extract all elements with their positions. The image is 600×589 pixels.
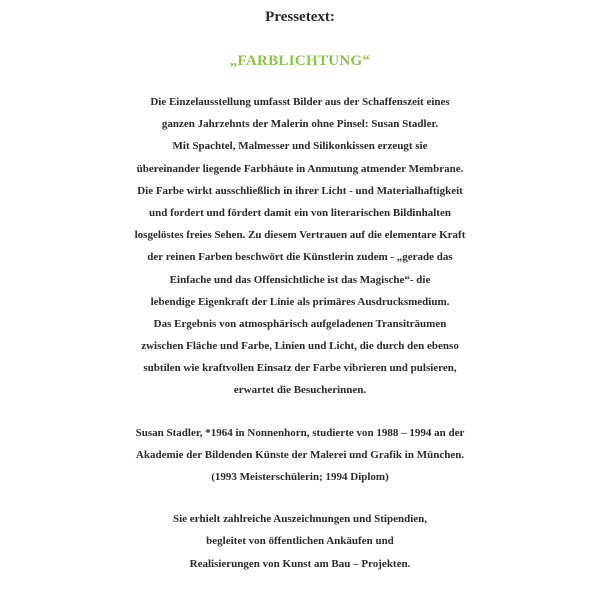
text-line: Mit Spachtel, Malmesser und Silikonkissen erzeugt sie: [172, 140, 428, 153]
text-line: Die Einzelausstellung umfasst Bilder aus der Schaffenszeit eines: [150, 96, 450, 108]
text-line: subtilen wie kraftvollen Einsatz der Farbe vibrieren und pulsieren,: [143, 362, 457, 375]
text-line: (1993 Meisterschülerin; 1994 Diplom): [211, 471, 389, 483]
text-line: Das Ergebnis von atmosphärisch aufgeladenen Transiträumen: [153, 317, 447, 330]
text-line: losgelöstes freies Sehen. Zu diesem Vertrauen auf die elementare Kraft: [134, 229, 466, 242]
text-line: Realisierungen von Kunst am Bau – Projekten.: [189, 557, 411, 570]
text-line: übereinander liegende Farbhäute in Anmutung atmender Membrane.: [136, 162, 464, 175]
text-line: lebendige Eigenkraft der Linie als primäres Ausdrucksmedium.: [150, 295, 450, 308]
text-line: begleitet von öffentlichen Ankäufen und: [206, 535, 394, 548]
text-line: Akademie der Bildenden Künste der Malerei und Grafik in München.: [135, 448, 465, 461]
text-line: der reinen Farben beschwört die Künstlerin zudem - „gerade das: [147, 251, 453, 264]
text-line: erwartet die Besucherinnen.: [233, 384, 367, 397]
text-line: Einfache und das Offensichtliche ist das Magische“- die: [169, 273, 431, 286]
document-heading: Pressetext:: [265, 9, 335, 25]
text-line: ganzen Jahrzehnts der Malerin ohne Pinsel: Susan Stadler.: [161, 118, 439, 131]
text-line: Die Farbe wirkt ausschließlich in ihrer Licht - und Materialhaftigkeit: [137, 184, 463, 197]
text-line: Susan Stadler, *1964 in Nonnenhorn, studierte von 1988 – 1994 an der: [135, 426, 465, 439]
paragraph-exhibition-description: [0, 91, 600, 402]
text-line: zwischen Fläche und Farbe, Linien und Licht, die durch den ebenso: [141, 340, 459, 353]
text-line: Sie erhielt zahlreiche Auszeichnungen und Stipendien,: [172, 513, 428, 526]
text-line: und fordert und fördert damit ein von literarischen Bildinhalten: [149, 206, 451, 219]
paragraph-artist-biography: [0, 422, 600, 489]
paragraph-awards: [0, 508, 600, 575]
exhibition-title: „FARBLICHTUNG“: [229, 53, 371, 69]
